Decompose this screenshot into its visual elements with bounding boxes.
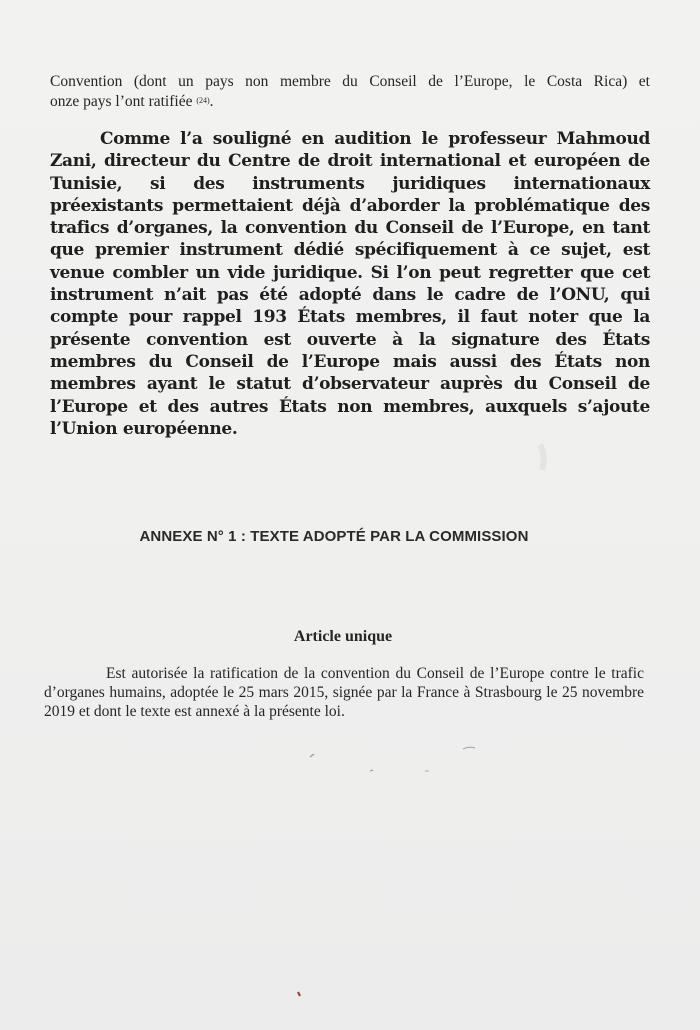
fragment-line-2 bbox=[50, 92, 650, 112]
scan-mark bbox=[463, 747, 475, 749]
footnote-reference: (24) bbox=[196, 95, 210, 105]
scan-mark bbox=[298, 992, 300, 996]
main-paragraph: Comme l’a souligné en audition le professeur Mahmoud Zani, directeur du Centre de droit international et européen de Tunisie, si des instruments juridiques internationaux préexistants permettaient déjà d’aborder la problématique des trafics d’organes, la convention du Conseil de l’Europe, en tant que premier instrument dédié spécifiquement à ce sujet, est venue combler un vide juridique. Si l’on peut regretter que cet instrument n’ait pas été adopté dans le cadre de l’ONU, qui compte pour rappel 193 États membres, il faut noter que la présente convention est ouverte à la signature des États membres du Conseil de l’Europe mais aussi des États non membres ayant le statut d’observateur auprès du Conseil de l’Europe et des autres États non membres, auxquels s’ajoute l’Union européenne. bbox=[50, 129, 650, 439]
previous-paragraph-fragment bbox=[50, 73, 650, 111]
scan-mark bbox=[370, 770, 373, 771]
fragment-line-1: Convention (dont un pays non membre du Conseil de l’Europe, le Costa Rica) et bbox=[50, 73, 650, 90]
fragment-line-2-end: . bbox=[209, 92, 214, 110]
fragment-line-2-text: onze pays l’ont ratifiée bbox=[50, 92, 197, 110]
scan-mark bbox=[310, 754, 314, 757]
scan-smudge bbox=[540, 445, 544, 470]
article-title: Article unique bbox=[293, 628, 393, 645]
annex-heading: ANNEXE N° 1 : TEXTE ADOPTÉ PAR LA COMMISSION bbox=[139, 528, 529, 545]
article-body: Est autorisée la ratification de la convention du Conseil de l’Europe contre le trafic d’organes humains, adoptée le 25 mars 2015, signée par la France à Strasbourg le 25 novembre 2019 et dont le texte est annexé à la présente loi. bbox=[44, 665, 644, 720]
